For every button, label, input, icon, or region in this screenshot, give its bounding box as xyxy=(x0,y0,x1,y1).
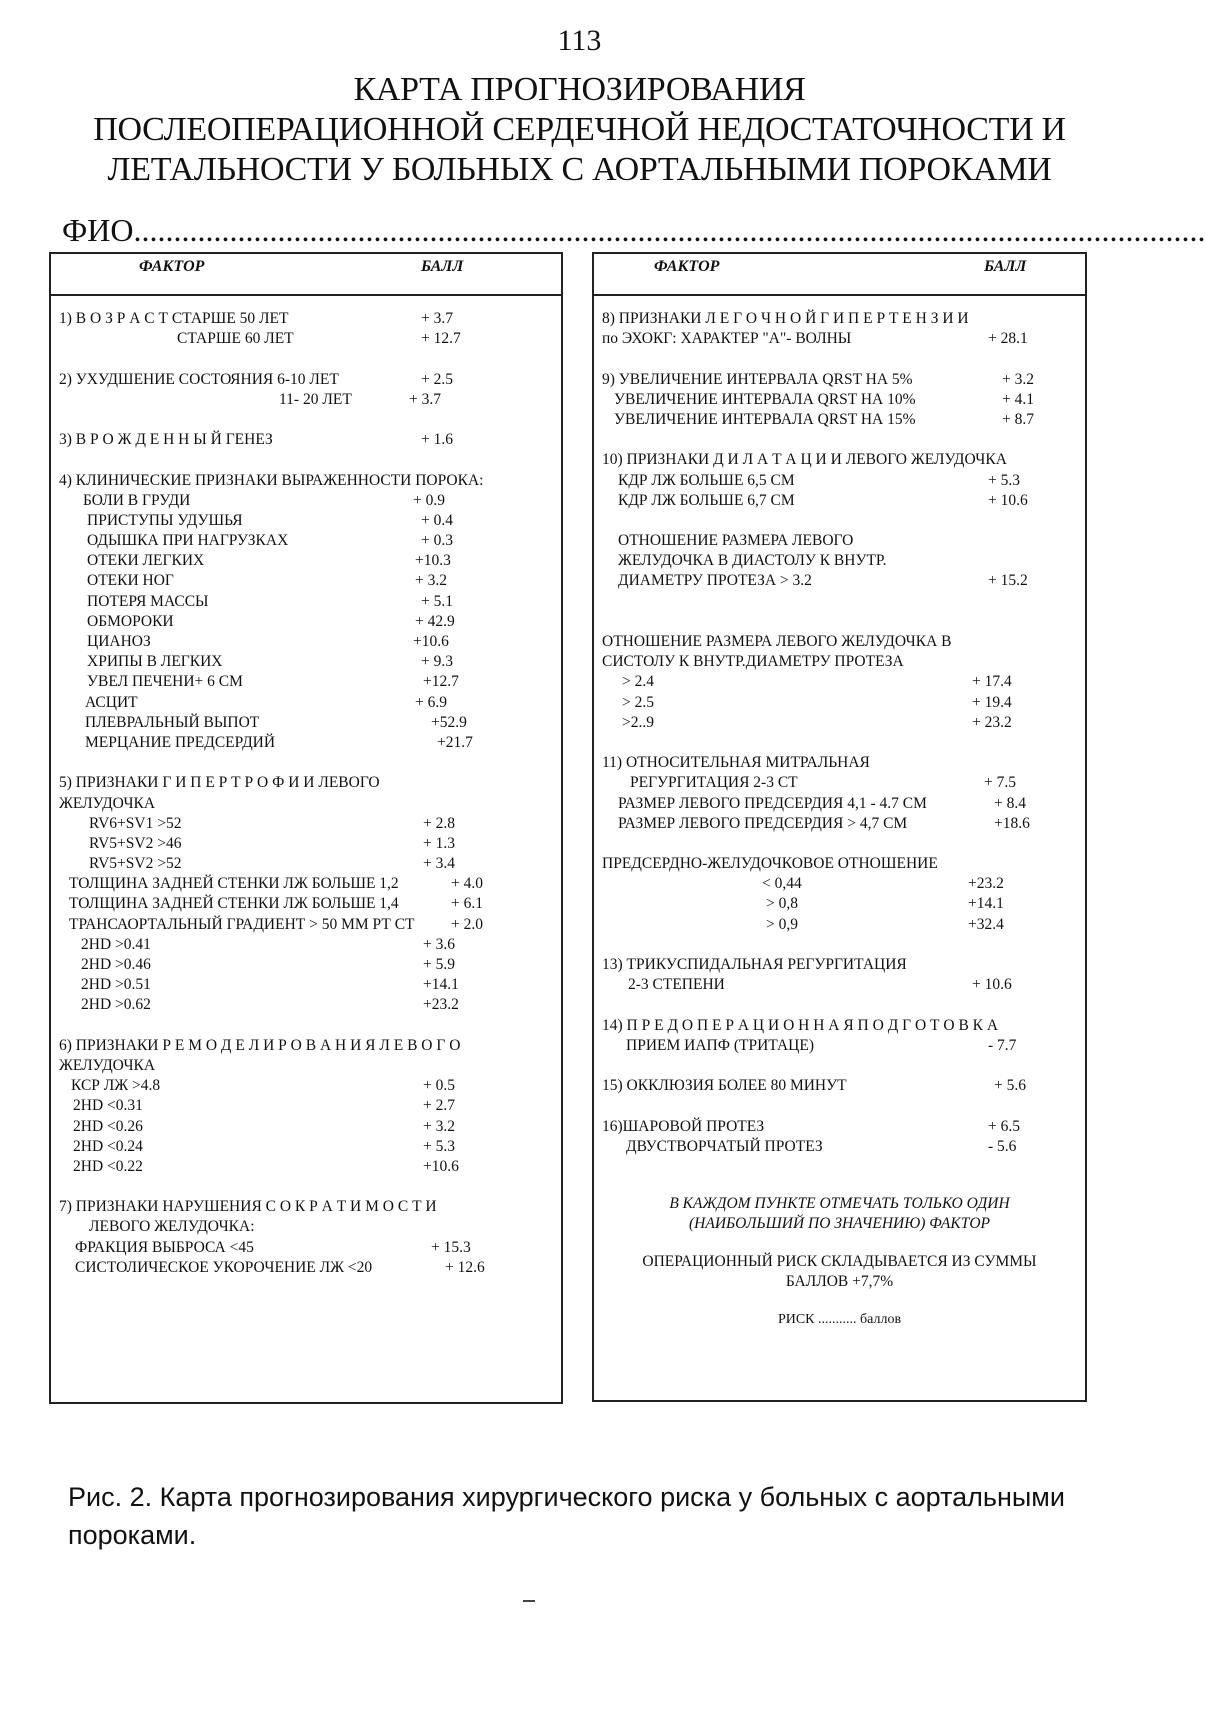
factor-score: + 4.1 xyxy=(1002,390,1034,408)
factor-label: 2HD <0.31 xyxy=(73,1097,143,1115)
factor-label: УВЕЛИЧЕНИЕ ИНТЕРВАЛА QRST НА 15% xyxy=(614,410,916,428)
title-line: КАРТА ПРОГНОЗИРОВАНИЯ xyxy=(353,71,806,108)
spacer xyxy=(602,935,1077,955)
factor-score: + 2.5 xyxy=(421,370,453,388)
factor-score: + 3.2 xyxy=(1002,370,1034,388)
factor-row xyxy=(602,471,1077,491)
factor-row xyxy=(59,874,553,894)
score-header: БАЛЛ xyxy=(421,258,464,275)
factor-label: 2HD >0.62 xyxy=(81,996,151,1014)
factor-row xyxy=(59,975,553,995)
factor-row xyxy=(59,1258,553,1278)
spacer xyxy=(602,1096,1077,1116)
factor-label: ЦИАНОЗ xyxy=(87,633,151,650)
factor-label: 2HD >0.41 xyxy=(81,935,151,953)
factor-label: ЖЕЛУДОЧКА xyxy=(59,1056,156,1074)
factor-row xyxy=(59,612,553,632)
factor-label: > 0,8 xyxy=(766,895,798,913)
factor-row xyxy=(59,309,553,329)
factor-row xyxy=(602,1076,1077,1096)
factor-label: УВЕЛ ПЕЧЕНИ+ 6 СМ xyxy=(87,673,243,691)
factor-label: 5) ПРИЗНАКИ Г И П Е Р Т Р О Ф И И ЛЕВОГО xyxy=(59,774,380,792)
factor-score: + 0.3 xyxy=(421,532,453,550)
factor-label: ТОЛЩИНА ЗАДНЕЙ СТЕНКИ ЛЖ БОЛЬШЕ 1,4 xyxy=(69,895,399,913)
factor-label: 6) ПРИЗНАКИ Р Е М О Д Е Л И Р О В А Н И Я Л Е В О Г О xyxy=(59,1036,461,1054)
factor-label: по ЭХОКГ: ХАРАКТЕР "А"- ВОЛНЫ xyxy=(602,330,852,348)
factor-label: ЖЕЛУДОЧКА В ДИАСТОЛУ К ВНУТР. xyxy=(618,552,887,570)
summary-line: БАЛЛОВ +7,7% xyxy=(785,1273,894,1290)
left-rows xyxy=(59,309,553,1278)
factor-row xyxy=(59,632,553,652)
factor-score: + 5.3 xyxy=(423,1137,455,1155)
spacer xyxy=(59,1177,553,1197)
right-factor-table xyxy=(592,252,1087,1402)
factor-score: + 3.7 xyxy=(409,390,441,408)
factor-row xyxy=(602,652,1077,672)
left-factor-table xyxy=(49,252,563,1404)
factor-row xyxy=(59,511,553,531)
factor-score: + 4.0 xyxy=(451,875,483,893)
factor-label: >2..9 xyxy=(622,713,654,731)
factor-label: 16)ШАРОВОЙ ПРОТЕЗ xyxy=(602,1117,765,1135)
page-number: 113 xyxy=(557,24,602,57)
factor-row xyxy=(59,955,553,975)
factor-score: + 5.6 xyxy=(994,1077,1026,1095)
factor-score: +14.1 xyxy=(968,895,1004,913)
factor-row xyxy=(59,995,553,1015)
factor-row xyxy=(59,773,553,793)
factor-score: + 6.5 xyxy=(988,1117,1020,1135)
factor-row xyxy=(59,713,553,733)
factor-row xyxy=(59,1096,553,1116)
factor-row xyxy=(59,1117,553,1137)
factor-score: +52.9 xyxy=(431,713,467,731)
factor-score: + 5.3 xyxy=(988,471,1020,489)
factor-row xyxy=(602,309,1077,329)
factor-label: 3) В Р О Ж Д Е Н Н Ы Й ГЕНЕЗ xyxy=(59,431,273,449)
spacer xyxy=(602,612,1077,632)
factor-row xyxy=(602,370,1077,390)
factor-label: > 0,9 xyxy=(766,915,798,933)
factor-label: ОБМОРОКИ xyxy=(87,612,174,630)
factor-score: + 28.1 xyxy=(988,330,1028,348)
note-line: (НАИБОЛЬШИЙ ПО ЗНАЧЕНИЮ) ФАКТОР xyxy=(689,1215,990,1232)
factor-label: ПОТЕРЯ МАССЫ xyxy=(87,592,209,610)
factor-label: 2-3 СТЕПЕНИ xyxy=(628,976,725,994)
factor-label: 13) ТРИКУСПИДАЛЬНАЯ РЕГУРГИТАЦИЯ xyxy=(602,956,907,973)
figure-caption: Рис. 2. Карта прогнозирования хирургического риска у больных с аортальными пороками. xyxy=(68,1482,1065,1550)
spacer xyxy=(602,733,1077,753)
factor-label: RV5+SV2 >46 xyxy=(89,834,182,852)
factor-header: ФАКТОР xyxy=(654,258,720,275)
factor-row xyxy=(59,1036,553,1056)
factor-label: ПРИСТУПЫ УДУШЬЯ xyxy=(87,511,243,529)
factor-label: ПЛЕВРАЛЬНЫЙ ВЫПОТ xyxy=(85,713,260,731)
factor-row xyxy=(59,1217,553,1237)
factor-score: + 1.3 xyxy=(423,834,455,852)
factor-label: КСР ЛЖ >4.8 xyxy=(71,1077,161,1095)
factor-score: + 7.5 xyxy=(984,774,1016,792)
factor-score: + 12.6 xyxy=(445,1258,485,1276)
factor-label: ТОЛЩИНА ЗАДНЕЙ СТЕНКИ ЛЖ БОЛЬШЕ 1,2 xyxy=(69,875,399,893)
factor-row xyxy=(602,1137,1077,1157)
fio-label: ФИО xyxy=(62,212,134,248)
factor-score: + 17.4 xyxy=(972,673,1012,691)
factor-row xyxy=(59,652,553,672)
factor-score: - 5.6 xyxy=(988,1137,1017,1155)
factor-score: +18.6 xyxy=(994,814,1030,832)
factor-label: ТРАНСАОРТАЛЬНЫЙ ГРАДИЕНТ > 50 ММ РТ СТ xyxy=(69,915,415,933)
factor-row xyxy=(602,814,1077,834)
factor-label: > 2.4 xyxy=(622,673,654,691)
factor-row xyxy=(59,935,553,955)
factor-label: 2HD >0.46 xyxy=(81,956,151,973)
factor-row xyxy=(602,975,1077,995)
factor-label: 7) ПРИЗНАКИ НАРУШЕНИЯ С О К Р А Т И М О С Т И xyxy=(59,1198,437,1216)
right-rows xyxy=(602,309,1077,1157)
factor-score: + 8.4 xyxy=(994,794,1026,812)
factor-score: +10.3 xyxy=(415,552,451,570)
factor-score: + 10.6 xyxy=(972,976,1012,994)
factor-row xyxy=(59,571,553,591)
score-header: БАЛЛ xyxy=(984,258,1027,275)
factor-label: ПРЕДСЕРДНО-ЖЕЛУДОЧКОВОЕ ОТНОШЕНИЕ xyxy=(602,855,938,873)
factor-row xyxy=(59,592,553,612)
spacer xyxy=(59,410,553,430)
factor-label: ХРИПЫ В ЛЕГКИХ xyxy=(87,653,223,671)
factor-score: + 23.2 xyxy=(972,713,1012,731)
title-line: ЛЕТАЛЬНОСТИ У БОЛЬНЫХ С АОРТАЛЬНЫМИ ПОРОКАМИ xyxy=(107,151,1052,188)
factor-label: 2HD >0.51 xyxy=(81,976,151,994)
factor-score: + 3.6 xyxy=(423,935,455,953)
factor-score: + 3.7 xyxy=(421,310,453,327)
factor-label: ПРИЕМ ИАПФ (ТРИТАЦЕ) xyxy=(626,1036,814,1054)
right-table-header xyxy=(594,254,1085,296)
factor-score: + 5.1 xyxy=(421,592,453,610)
factor-label: 10) ПРИЗНАКИ Д И Л А Т А Ц И И ЛЕВОГО ЖЕЛУДОЧКА xyxy=(602,451,1007,469)
factor-row xyxy=(602,571,1077,591)
factor-label: РЕГУРГИТАЦИЯ 2-3 СТ xyxy=(630,774,798,792)
factor-score: + 15.2 xyxy=(988,572,1028,590)
factor-score: + 0.5 xyxy=(423,1077,455,1095)
factor-label: ОТЕКИ ЛЕГКИХ xyxy=(87,552,205,570)
factor-score: +32.4 xyxy=(968,915,1004,933)
factor-score: +10.6 xyxy=(413,633,449,650)
spacer xyxy=(602,511,1077,531)
factor-label: ЛЕВОГО ЖЕЛУДОЧКА: xyxy=(89,1218,255,1236)
factor-score: + 8.7 xyxy=(1002,410,1034,428)
factor-row xyxy=(59,854,553,874)
factor-label: ОТНОШЕНИЕ РАЗМЕРА ЛЕВОГО xyxy=(618,532,854,550)
factor-row xyxy=(602,390,1077,410)
factor-label: 9) УВЕЛИЧЕНИЕ ИНТЕРВАЛА QRST НА 5% xyxy=(602,370,913,388)
factor-row xyxy=(59,693,553,713)
factor-score: + 3.4 xyxy=(423,855,455,873)
spacer xyxy=(59,753,553,773)
factor-score: + 42.9 xyxy=(415,612,455,630)
factor-row xyxy=(602,854,1077,874)
factor-row xyxy=(602,753,1077,773)
factor-label: 2HD <0.22 xyxy=(73,1157,143,1175)
factor-label: > 2.5 xyxy=(622,693,654,711)
factor-row xyxy=(602,491,1077,511)
factor-score: + 10.6 xyxy=(988,491,1028,509)
factor-row xyxy=(59,370,553,390)
factor-row xyxy=(602,713,1077,733)
stray-mark xyxy=(523,1600,535,1602)
factor-row xyxy=(602,794,1077,814)
factor-row xyxy=(602,551,1077,571)
factor-score: + 3.2 xyxy=(415,572,447,590)
factor-row xyxy=(59,551,553,571)
factor-label: 1) В О З Р А С Т СТАРШЕ 50 ЛЕТ xyxy=(59,310,289,327)
factor-row xyxy=(59,894,553,914)
factor-label: 11) ОТНОСИТЕЛЬНАЯ МИТРАЛЬНАЯ xyxy=(602,754,870,772)
factor-score: + 0.9 xyxy=(413,491,445,509)
factor-row xyxy=(59,915,553,935)
factor-label: РАЗМЕР ЛЕВОГО ПРЕДСЕРДИЯ > 4,7 СМ xyxy=(618,814,908,832)
factor-score: + 1.6 xyxy=(421,431,453,449)
spacer xyxy=(602,349,1077,369)
factor-label: СИСТОЛИЧЕСКОЕ УКОРОЧЕНИЕ ЛЖ <20 xyxy=(75,1258,373,1276)
factor-label: 14) П Р Е Д О П Е Р А Ц И О Н Н А Я П О Д Г О Т О В К А xyxy=(602,1016,999,1034)
factor-score: + 0.4 xyxy=(421,511,453,529)
factor-row xyxy=(602,874,1077,894)
factor-label: 2HD <0.26 xyxy=(73,1117,143,1135)
factor-row xyxy=(602,955,1077,975)
spacer xyxy=(602,592,1077,612)
factor-row xyxy=(59,814,553,834)
factor-score: + 12.7 xyxy=(421,330,461,348)
spacer xyxy=(602,834,1077,854)
factor-label: СИСТОЛУ К ВНУТР.ДИАМЕТРУ ПРОТЕЗА xyxy=(602,653,904,671)
factor-label: 8) ПРИЗНАКИ Л Е Г О Ч Н О Й Г И П Е Р Т Е Н З И И xyxy=(602,310,969,327)
factor-score: + 9.3 xyxy=(421,653,453,671)
factor-row xyxy=(59,672,553,692)
factor-label: ОТНОШЕНИЕ РАЗМЕРА ЛЕВОГО ЖЕЛУДОЧКА В xyxy=(602,633,952,650)
factor-label: РАЗМЕР ЛЕВОГО ПРЕДСЕРДИЯ 4,1 - 4.7 СМ xyxy=(618,794,927,812)
left-table-header xyxy=(51,254,561,296)
factor-label: 11- 20 ЛЕТ xyxy=(279,390,352,408)
factor-row xyxy=(59,329,553,349)
factor-row xyxy=(59,1238,553,1258)
factor-score: + 3.2 xyxy=(423,1117,455,1135)
factor-score: +23.2 xyxy=(423,996,459,1014)
factor-row xyxy=(59,390,553,410)
factor-label: МЕРЦАНИЕ ПРЕДСЕРДИЙ xyxy=(85,733,276,751)
factor-label: УВЕЛИЧЕНИЕ ИНТЕРВАЛА QRST НА 10% xyxy=(614,390,916,408)
factor-row xyxy=(602,410,1077,430)
spacer xyxy=(59,349,553,369)
factor-row xyxy=(59,1137,553,1157)
factor-row xyxy=(59,1056,553,1076)
factor-score: +21.7 xyxy=(437,733,473,751)
factor-row xyxy=(59,733,553,753)
factor-label: КДР ЛЖ БОЛЬШЕ 6,5 СМ xyxy=(618,471,795,489)
factor-label: 2) УХУДШЕНИЕ СОСТОЯНИЯ 6-10 ЛЕТ xyxy=(59,370,339,388)
instructions xyxy=(602,1184,1077,1330)
note-line: В КАЖДОМ ПУНКТЕ ОТМЕЧАТЬ ТОЛЬКО ОДИН xyxy=(669,1195,1010,1212)
spacer xyxy=(602,430,1077,450)
factor-row xyxy=(59,430,553,450)
factor-score: + 19.4 xyxy=(972,693,1012,711)
factor-row xyxy=(59,794,553,814)
spacer xyxy=(602,995,1077,1015)
factor-row xyxy=(602,915,1077,935)
factor-row xyxy=(602,773,1077,793)
factor-row xyxy=(602,450,1077,470)
factor-row xyxy=(59,471,553,491)
factor-label: 2HD <0.24 xyxy=(73,1137,143,1155)
factor-row xyxy=(59,1076,553,1096)
factor-score: + 6.9 xyxy=(415,693,447,711)
factor-score: +14.1 xyxy=(423,976,459,994)
factor-label: 15) ОККЛЮЗИЯ БОЛЕЕ 80 МИНУТ xyxy=(602,1077,847,1095)
factor-score: + 6.1 xyxy=(451,895,483,913)
spacer xyxy=(59,450,553,470)
factor-row xyxy=(59,531,553,551)
factor-label: АСЦИТ xyxy=(85,693,138,711)
spacer xyxy=(59,1016,553,1036)
fio-dots: ...................................................................................................................................... xyxy=(133,212,1206,248)
factor-row xyxy=(602,329,1077,349)
factor-label: RV5+SV2 >52 xyxy=(89,855,182,873)
spacer xyxy=(602,1056,1077,1076)
factor-label: ДВУСТВОРЧАТЫЙ ПРОТЕЗ xyxy=(626,1137,823,1155)
page-title xyxy=(0,70,1159,190)
factor-row xyxy=(59,491,553,511)
factor-label: ФРАКЦИЯ ВЫБРОСА <45 xyxy=(75,1238,254,1256)
factor-label: RV6+SV1 >52 xyxy=(89,814,182,832)
factor-label: ОДЫШКА ПРИ НАГРУЗКАХ xyxy=(87,532,289,550)
factor-score: + 2.0 xyxy=(451,915,483,933)
risk-line: РИСК ........... баллов xyxy=(777,1312,902,1327)
factor-row xyxy=(59,1157,553,1177)
factor-label: БОЛИ В ГРУДИ xyxy=(83,491,191,509)
fio-field xyxy=(62,212,1206,249)
factor-row xyxy=(59,834,553,854)
factor-label: ЖЕЛУДОЧКА xyxy=(59,794,156,812)
factor-label: 4) КЛИНИЧЕСКИЕ ПРИЗНАКИ ВЫРАЖЕННОСТИ ПОРОКА: xyxy=(59,471,484,489)
factor-score: +10.6 xyxy=(423,1157,459,1175)
factor-label: < 0,44 xyxy=(762,875,802,893)
factor-score: - 7.7 xyxy=(988,1036,1017,1054)
factor-row xyxy=(602,1036,1077,1056)
factor-label: ОТЕКИ НОГ xyxy=(87,572,174,590)
factor-label: ДИАМЕТРУ ПРОТЕЗА > 3.2 xyxy=(618,572,812,590)
factor-score: + 2.7 xyxy=(423,1097,455,1115)
factor-label: СТАРШЕ 60 ЛЕТ xyxy=(177,330,294,348)
summary-line: ОПЕРАЦИОННЫЙ РИСК СКЛАДЫВАЕТСЯ ИЗ СУММЫ xyxy=(642,1253,1037,1270)
factor-row xyxy=(602,632,1077,652)
factor-row xyxy=(602,531,1077,551)
factor-score: + 5.9 xyxy=(423,956,455,973)
factor-score: +23.2 xyxy=(968,875,1004,893)
factor-score: + 2.8 xyxy=(423,814,455,832)
factor-score: + 15.3 xyxy=(431,1238,471,1256)
title-line: ПОСЛЕОПЕРАЦИОННОЙ СЕРДЕЧНОЙ НЕДОСТАТОЧНОСТИ И xyxy=(93,111,1066,148)
factor-row xyxy=(602,672,1077,692)
factor-label: КДР ЛЖ БОЛЬШЕ 6,7 СМ xyxy=(618,491,795,509)
factor-row xyxy=(59,1197,553,1217)
factor-header: ФАКТОР xyxy=(139,258,205,275)
factor-row xyxy=(602,894,1077,914)
factor-score: +12.7 xyxy=(423,673,459,691)
factor-row xyxy=(602,1016,1077,1036)
factor-row xyxy=(602,1117,1077,1137)
factor-row xyxy=(602,693,1077,713)
